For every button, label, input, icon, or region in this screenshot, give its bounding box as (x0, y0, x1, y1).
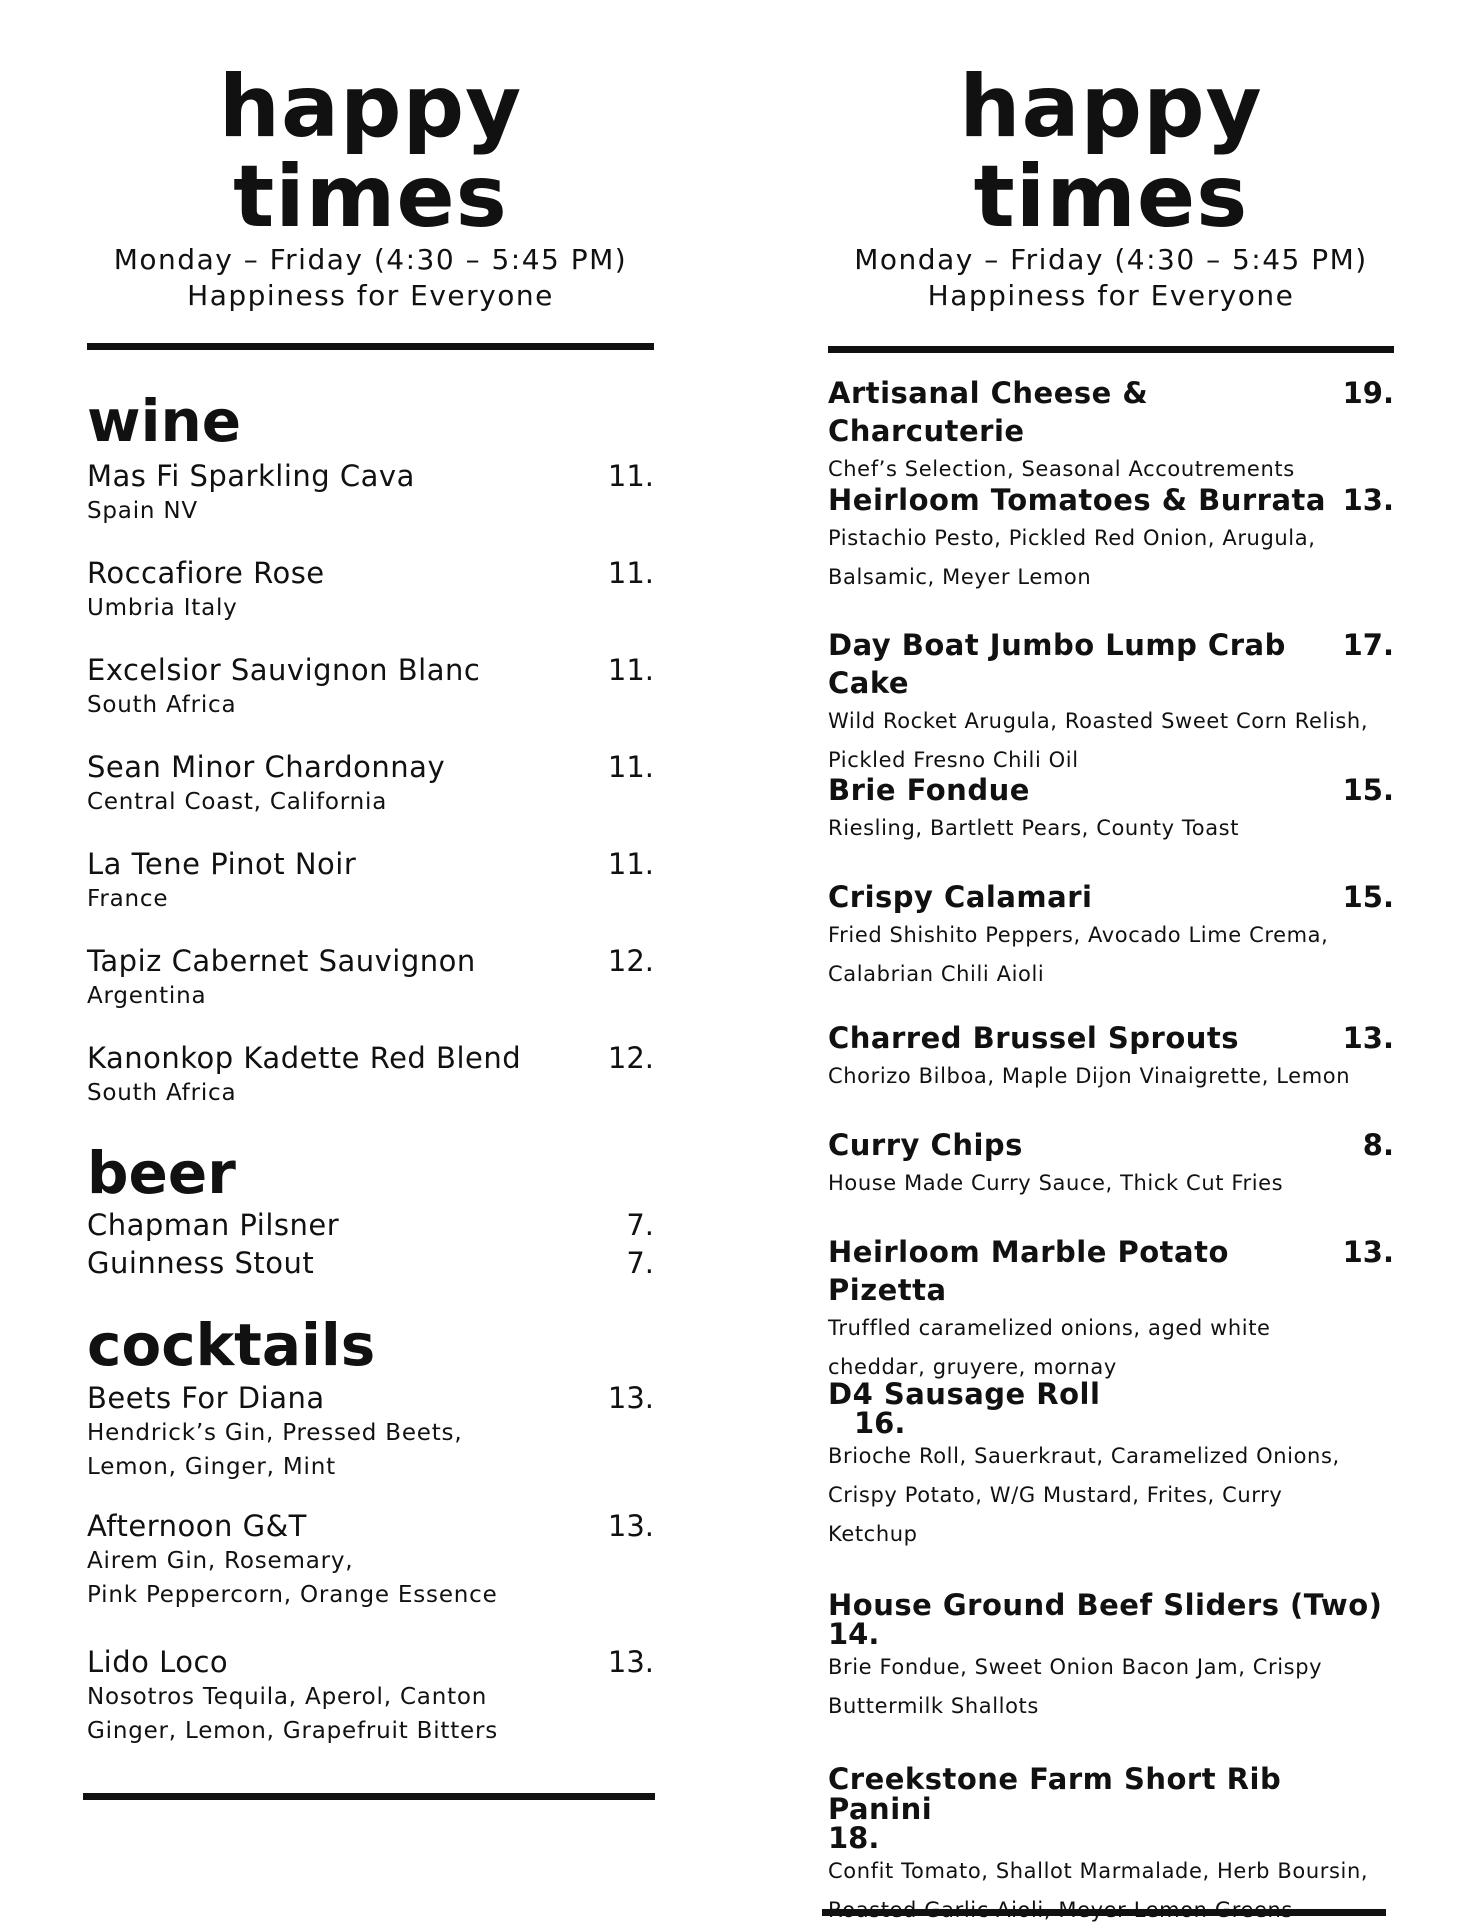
cocktails-heading: cocktails (87, 1311, 376, 1379)
wine-name: Kanonkop Kadette Red Blend (87, 1041, 522, 1075)
cocktail-item (87, 1508, 654, 1644)
cocktail-price: 13. (607, 1645, 654, 1679)
wine-price: 12. (607, 944, 654, 978)
header-divider (828, 346, 1394, 353)
food-name: D4 Sausage Roll (828, 1377, 1101, 1411)
wine-item (87, 846, 654, 943)
cocktail-list (87, 1380, 654, 1754)
food-item (828, 1126, 1394, 1233)
footer-divider (83, 1793, 655, 1800)
drinks-column (87, 0, 654, 1800)
food-price: 13. (1342, 1235, 1394, 1269)
food-column (828, 0, 1394, 1922)
food-description: Truffled caramelized onions, aged white (828, 1316, 1271, 1340)
food-price: 8. (1362, 1128, 1394, 1162)
food-description: cheddar, gruyere, mornay (828, 1355, 1117, 1379)
wine-item (87, 943, 654, 1040)
food-description: Calabrian Chili Aioli (828, 962, 1045, 986)
wine-price: 12. (607, 1041, 654, 1075)
food-name: Crispy Calamari (828, 880, 1093, 914)
food-item (828, 1590, 1394, 1764)
cocktail-ingredients: Ginger, Lemon, Grapefruit Bitters (87, 1718, 499, 1744)
wine-origin: Central Coast, California (87, 789, 388, 815)
food-name: Day Boat Jumbo Lump Crab Cake (828, 628, 1286, 700)
food-item (828, 481, 1394, 626)
food-description: Confit Tomato, Shallot Marmalade, Herb Boursin, (828, 1859, 1369, 1883)
wine-list (87, 458, 654, 1137)
wine-price: 11. (607, 459, 654, 493)
cocktail-price: 13. (607, 1509, 654, 1543)
food-description: Pickled Fresno Chili Oil (828, 748, 1079, 772)
food-price: 15. (1342, 773, 1394, 807)
schedule: Monday – Friday (4:30 – 5:45 PM) (854, 243, 1368, 276)
beer-item (87, 1244, 654, 1282)
food-description: Roasted Garlic Aioli, Meyer Lemon Greens (828, 1898, 1293, 1922)
wine-price: 11. (607, 653, 654, 687)
beer-name: Guinness Stout (87, 1246, 315, 1280)
wine-name: Mas Fi Sparkling Cava (87, 459, 415, 493)
food-list (828, 374, 1394, 1922)
food-description: Fried Shishito Peppers, Avocado Lime Crema, (828, 923, 1329, 947)
cocktail-ingredients: Hendrick’s Gin, Pressed Beets, (87, 1420, 463, 1446)
wine-heading: wine (87, 387, 242, 455)
schedule: Monday – Friday (4:30 – 5:45 PM) (113, 243, 628, 276)
wine-item (87, 458, 654, 555)
food-name: Creekstone Farm Short Rib Panini (828, 1762, 1282, 1826)
food-item (828, 1379, 1394, 1590)
food-price: 13. (1342, 483, 1394, 517)
food-description: Brie Fondue, Sweet Onion Bacon Jam, Crispy (828, 1655, 1323, 1679)
beer-list (87, 1206, 654, 1282)
cocktail-ingredients: Nosotros Tequila, Aperol, Canton (87, 1684, 488, 1710)
cocktail-ingredients: Lemon, Ginger, Mint (87, 1454, 336, 1480)
tagline: Happiness for Everyone (927, 279, 1295, 312)
food-description: Buttermilk Shallots (828, 1694, 1039, 1718)
wine-name: La Tene Pinot Noir (87, 847, 357, 881)
page-title: happy times (959, 57, 1263, 247)
right-header (828, 0, 1394, 314)
food-item (828, 1019, 1394, 1126)
header-divider (87, 343, 654, 350)
page-title: happy times (218, 57, 523, 247)
food-description: Chorizo Bilboa, Maple Dijon Vinaigrette, Lemon (828, 1064, 1351, 1088)
wine-origin: France (87, 886, 169, 912)
wine-item (87, 749, 654, 846)
food-item (828, 771, 1394, 878)
cocktail-name: Beets For Diana (87, 1381, 325, 1415)
food-name: Charred Brussel Sprouts (828, 1021, 1240, 1055)
food-name: Artisanal Cheese & Charcuterie (828, 376, 1149, 448)
beer-name: Chapman Pilsner (87, 1208, 340, 1242)
beer-price: 7. (626, 1246, 654, 1280)
food-description: House Made Curry Sauce, Thick Cut Fries (828, 1171, 1284, 1195)
food-item (828, 878, 1394, 1019)
food-price: 14. (828, 1617, 880, 1651)
beer-heading: beer (87, 1139, 236, 1207)
wine-name: Tapiz Cabernet Sauvignon (87, 944, 476, 978)
wine-name: Excelsior Sauvignon Blanc (87, 653, 481, 687)
cocktail-item (87, 1644, 654, 1754)
food-item (828, 1233, 1394, 1379)
food-description: Riesling, Bartlett Pears, County Toast (828, 816, 1240, 840)
beer-price: 7. (626, 1208, 654, 1242)
food-description: Brioche Roll, Sauerkraut, Caramelized Onions, (828, 1444, 1340, 1468)
wine-price: 11. (607, 847, 654, 881)
cocktail-price: 13. (607, 1381, 654, 1415)
food-price: 15. (1342, 880, 1394, 914)
wine-origin: South Africa (87, 692, 237, 718)
food-name: Heirloom Tomatoes & Burrata (828, 483, 1326, 517)
food-description: Balsamic, Meyer Lemon (828, 565, 1092, 589)
food-name: House Ground Beef Sliders (Two) (828, 1588, 1383, 1622)
wine-name: Roccafiore Rose (87, 556, 325, 590)
wine-item (87, 652, 654, 749)
wine-item (87, 1040, 654, 1137)
food-item (828, 1762, 1394, 1922)
food-name: Heirloom Marble Potato Pizetta (828, 1235, 1229, 1307)
tagline: Happiness for Everyone (187, 279, 554, 312)
wine-price: 11. (607, 750, 654, 784)
food-name: Curry Chips (828, 1128, 1023, 1162)
food-price: 19. (1342, 376, 1394, 410)
wine-name: Sean Minor Chardonnay (87, 750, 446, 784)
food-price: 18. (828, 1821, 880, 1855)
wine-price: 11. (607, 556, 654, 590)
food-item (828, 374, 1394, 481)
wine-origin: Argentina (87, 983, 207, 1009)
cocktail-ingredients: Pink Peppercorn, Orange Essence (87, 1582, 498, 1608)
food-price: 17. (1342, 628, 1394, 662)
food-item (828, 626, 1394, 771)
beer-item (87, 1206, 654, 1244)
food-description: Crispy Potato, W/G Mustard, Frites, Curry (828, 1483, 1283, 1507)
wine-origin: Umbria Italy (87, 595, 238, 621)
food-description: Ketchup (828, 1522, 918, 1546)
left-header (87, 0, 654, 314)
wine-origin: Spain NV (87, 498, 198, 524)
food-name: Brie Fondue (828, 773, 1030, 807)
cocktail-name: Afternoon G&T (87, 1509, 307, 1543)
wine-origin: South Africa (87, 1080, 237, 1106)
food-description: Wild Rocket Arugula, Roasted Sweet Corn Relish, (828, 709, 1369, 733)
food-price: 16. (854, 1406, 906, 1440)
food-description: Chef’s Selection, Seasonal Accoutrements (828, 457, 1295, 481)
cocktail-name: Lido Loco (87, 1645, 229, 1679)
cocktail-item (87, 1380, 654, 1508)
food-price: 13. (1342, 1021, 1394, 1055)
food-description: Pistachio Pesto, Pickled Red Onion, Arugula, (828, 526, 1316, 550)
cocktail-ingredients: Airem Gin, Rosemary, (87, 1548, 354, 1574)
wine-item (87, 555, 654, 652)
